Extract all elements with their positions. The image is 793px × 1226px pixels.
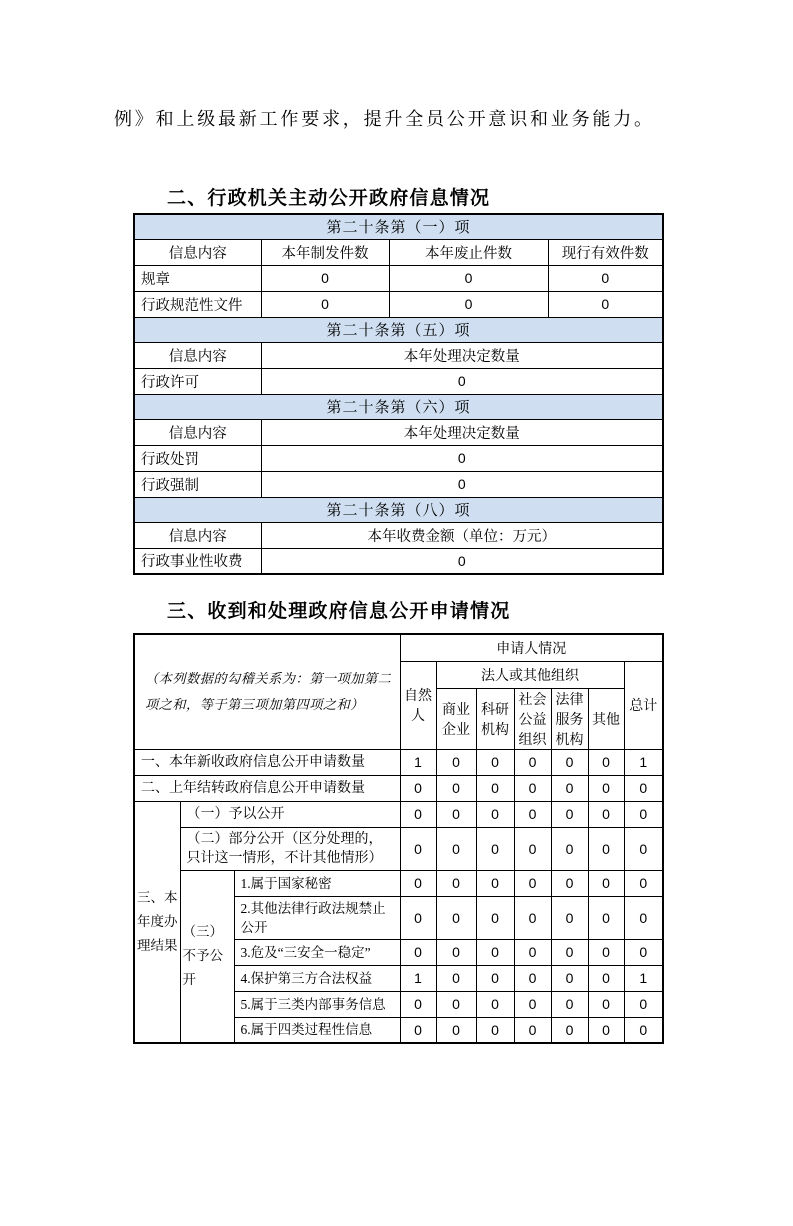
row-label: 二、上年结转政府信息公开申请数量 xyxy=(134,775,400,801)
column-header: 本年制发件数 xyxy=(261,239,389,265)
value-cell: 0 xyxy=(551,939,588,965)
table-band-row xyxy=(134,317,663,342)
value-cell: 0 xyxy=(588,896,624,939)
band-article-20-6: 第二十条第（六）项 xyxy=(134,394,663,419)
column-header: 现行有效件数 xyxy=(548,239,663,265)
value-cell: 0 xyxy=(436,801,476,827)
value-cell: 0 xyxy=(624,827,663,870)
value-cell: 0 xyxy=(551,749,588,775)
value-cell: 0 xyxy=(261,548,663,574)
row-label: 行政许可 xyxy=(134,368,261,394)
value-cell: 0 xyxy=(436,870,476,896)
column-header: 信息内容 xyxy=(134,342,261,368)
row-label: （一）予以公开 xyxy=(180,801,400,827)
value-cell: 0 xyxy=(476,801,514,827)
value-cell: 0 xyxy=(400,801,436,827)
value-cell: 0 xyxy=(476,775,514,801)
column-header: 本年收费金额（单位：万元） xyxy=(261,522,663,548)
value-cell: 0 xyxy=(261,291,389,317)
value-cell: 0 xyxy=(588,827,624,870)
table-header-row xyxy=(134,634,663,661)
value-cell: 0 xyxy=(476,1017,514,1043)
header-legal-org: 法人或其他组织 xyxy=(436,661,624,688)
header-org-type: 法律服务机构 xyxy=(551,688,588,749)
value-cell: 0 xyxy=(261,471,663,497)
row-label: 6.属于四类过程性信息 xyxy=(234,1017,400,1043)
value-cell: 1 xyxy=(400,965,436,991)
column-header: 本年处理决定数量 xyxy=(261,342,663,368)
row-label: 行政规范性文件 xyxy=(134,291,261,317)
row-label: 1.属于国家秘密 xyxy=(234,870,400,896)
value-cell: 0 xyxy=(514,870,551,896)
document-page xyxy=(0,104,793,1226)
value-cell: 0 xyxy=(551,991,588,1017)
value-cell: 0 xyxy=(436,1017,476,1043)
table-row xyxy=(134,265,663,291)
value-cell: 0 xyxy=(514,896,551,939)
table-band-row xyxy=(134,214,663,239)
value-cell: 0 xyxy=(624,775,663,801)
group-label-processing-result: 三、本年度办理结果 xyxy=(134,801,180,1043)
value-cell: 0 xyxy=(261,265,389,291)
value-cell: 1 xyxy=(624,965,663,991)
value-cell: 0 xyxy=(514,749,551,775)
value-cell: 0 xyxy=(588,801,624,827)
value-cell: 0 xyxy=(436,749,476,775)
value-cell: 0 xyxy=(476,827,514,870)
value-cell: 0 xyxy=(400,1017,436,1043)
value-cell: 0 xyxy=(476,870,514,896)
row-label: 2.其他法律行政法规禁止公开 xyxy=(234,896,400,939)
value-cell: 0 xyxy=(514,965,551,991)
row-label: 一、本年新收政府信息公开申请数量 xyxy=(134,749,400,775)
value-cell: 0 xyxy=(588,749,624,775)
row-label: 5.属于三类内部事务信息 xyxy=(234,991,400,1017)
value-cell: 0 xyxy=(400,870,436,896)
value-cell: 0 xyxy=(476,896,514,939)
value-cell: 0 xyxy=(476,991,514,1017)
value-cell: 0 xyxy=(624,1017,663,1043)
value-cell: 0 xyxy=(400,939,436,965)
value-cell: 0 xyxy=(588,939,624,965)
intro-paragraph: 例》和上级最新工作要求，提升全员公开意识和业务能力。 xyxy=(114,109,655,129)
header-applicant: 申请人情况 xyxy=(400,634,663,661)
table-row xyxy=(134,827,663,870)
column-header: 信息内容 xyxy=(134,239,261,265)
value-cell: 0 xyxy=(514,991,551,1017)
column-header: 本年处理决定数量 xyxy=(261,419,663,445)
value-cell: 0 xyxy=(551,870,588,896)
value-cell: 0 xyxy=(624,801,663,827)
row-label: （二）部分公开（区分处理的，只计这一情形，不计其他情形） xyxy=(180,827,400,870)
header-org-type: 其他 xyxy=(588,688,624,749)
value-cell: 0 xyxy=(400,827,436,870)
value-cell: 0 xyxy=(514,801,551,827)
value-cell: 0 xyxy=(551,827,588,870)
value-cell: 0 xyxy=(261,445,663,471)
band-article-20-5: 第二十条第（五）项 xyxy=(134,317,663,342)
value-cell: 0 xyxy=(436,827,476,870)
table-row xyxy=(134,291,663,317)
column-header: 信息内容 xyxy=(134,419,261,445)
header-org-type: 商业企业 xyxy=(436,688,476,749)
table-header-row xyxy=(134,419,663,445)
value-cell: 0 xyxy=(261,368,663,394)
table-row xyxy=(134,445,663,471)
table-band-row xyxy=(134,394,663,419)
table-row xyxy=(134,548,663,574)
row-label: 行政处罚 xyxy=(134,445,261,471)
row-label: 规章 xyxy=(134,265,261,291)
table-band-row xyxy=(134,497,663,522)
value-cell: 0 xyxy=(389,291,548,317)
value-cell: 0 xyxy=(476,965,514,991)
value-cell: 0 xyxy=(551,965,588,991)
applications-table xyxy=(133,633,664,1044)
table-row xyxy=(134,749,663,775)
value-cell: 1 xyxy=(624,749,663,775)
value-cell: 0 xyxy=(624,870,663,896)
header-total: 总计 xyxy=(624,661,663,749)
value-cell: 0 xyxy=(551,896,588,939)
table-row xyxy=(134,775,663,801)
value-cell: 0 xyxy=(588,870,624,896)
header-org-type: 社会公益组织 xyxy=(514,688,551,749)
column-header: 信息内容 xyxy=(134,522,261,548)
table-header-row xyxy=(134,239,663,265)
value-cell: 0 xyxy=(514,1017,551,1043)
band-article-20-1: 第二十条第（一）项 xyxy=(134,214,663,239)
value-cell: 0 xyxy=(551,801,588,827)
value-cell: 0 xyxy=(624,896,663,939)
value-cell: 0 xyxy=(436,965,476,991)
header-natural-person: 自然人 xyxy=(400,661,436,749)
value-cell: 0 xyxy=(624,939,663,965)
section2-heading: 二、行政机关主动公开政府信息情况 xyxy=(167,188,491,209)
value-cell: 0 xyxy=(624,991,663,1017)
value-cell: 0 xyxy=(389,265,548,291)
column-header: 本年废止件数 xyxy=(389,239,548,265)
value-cell: 0 xyxy=(436,939,476,965)
band-article-20-8: 第二十条第（八）项 xyxy=(134,497,663,522)
table-row xyxy=(134,471,663,497)
value-cell: 0 xyxy=(551,775,588,801)
value-cell: 0 xyxy=(551,1017,588,1043)
section3-heading: 三、收到和处理政府信息公开申请情况 xyxy=(167,601,511,622)
row-label: 4.保护第三方合法权益 xyxy=(234,965,400,991)
group-label-refuse-disclosure: （三）不予公开 xyxy=(180,870,234,1043)
row-label: 行政事业性收费 xyxy=(134,548,261,574)
value-cell: 0 xyxy=(588,991,624,1017)
row-label: 行政强制 xyxy=(134,471,261,497)
value-cell: 0 xyxy=(588,965,624,991)
value-cell: 1 xyxy=(400,749,436,775)
proactive-disclosure-table xyxy=(133,213,664,575)
value-cell: 0 xyxy=(514,827,551,870)
value-cell: 0 xyxy=(548,265,663,291)
value-cell: 0 xyxy=(436,896,476,939)
value-cell: 0 xyxy=(436,775,476,801)
table-row xyxy=(134,801,663,827)
value-cell: 0 xyxy=(514,775,551,801)
value-cell: 0 xyxy=(436,991,476,1017)
table-header-row xyxy=(134,342,663,368)
value-cell: 0 xyxy=(400,991,436,1017)
reconciliation-note: （本列数据的勾稽关系为：第一项加第二项之和，等于第三项加第四项之和） xyxy=(134,634,400,749)
row-label: 3.危及“三安全一稳定” xyxy=(234,939,400,965)
table-row xyxy=(134,368,663,394)
value-cell: 0 xyxy=(400,775,436,801)
value-cell: 0 xyxy=(476,939,514,965)
table-header-row xyxy=(134,522,663,548)
value-cell: 0 xyxy=(514,939,551,965)
value-cell: 0 xyxy=(588,1017,624,1043)
table-row xyxy=(134,870,663,896)
value-cell: 0 xyxy=(400,896,436,939)
value-cell: 0 xyxy=(588,775,624,801)
header-org-type: 科研机构 xyxy=(476,688,514,749)
value-cell: 0 xyxy=(476,749,514,775)
value-cell: 0 xyxy=(548,291,663,317)
